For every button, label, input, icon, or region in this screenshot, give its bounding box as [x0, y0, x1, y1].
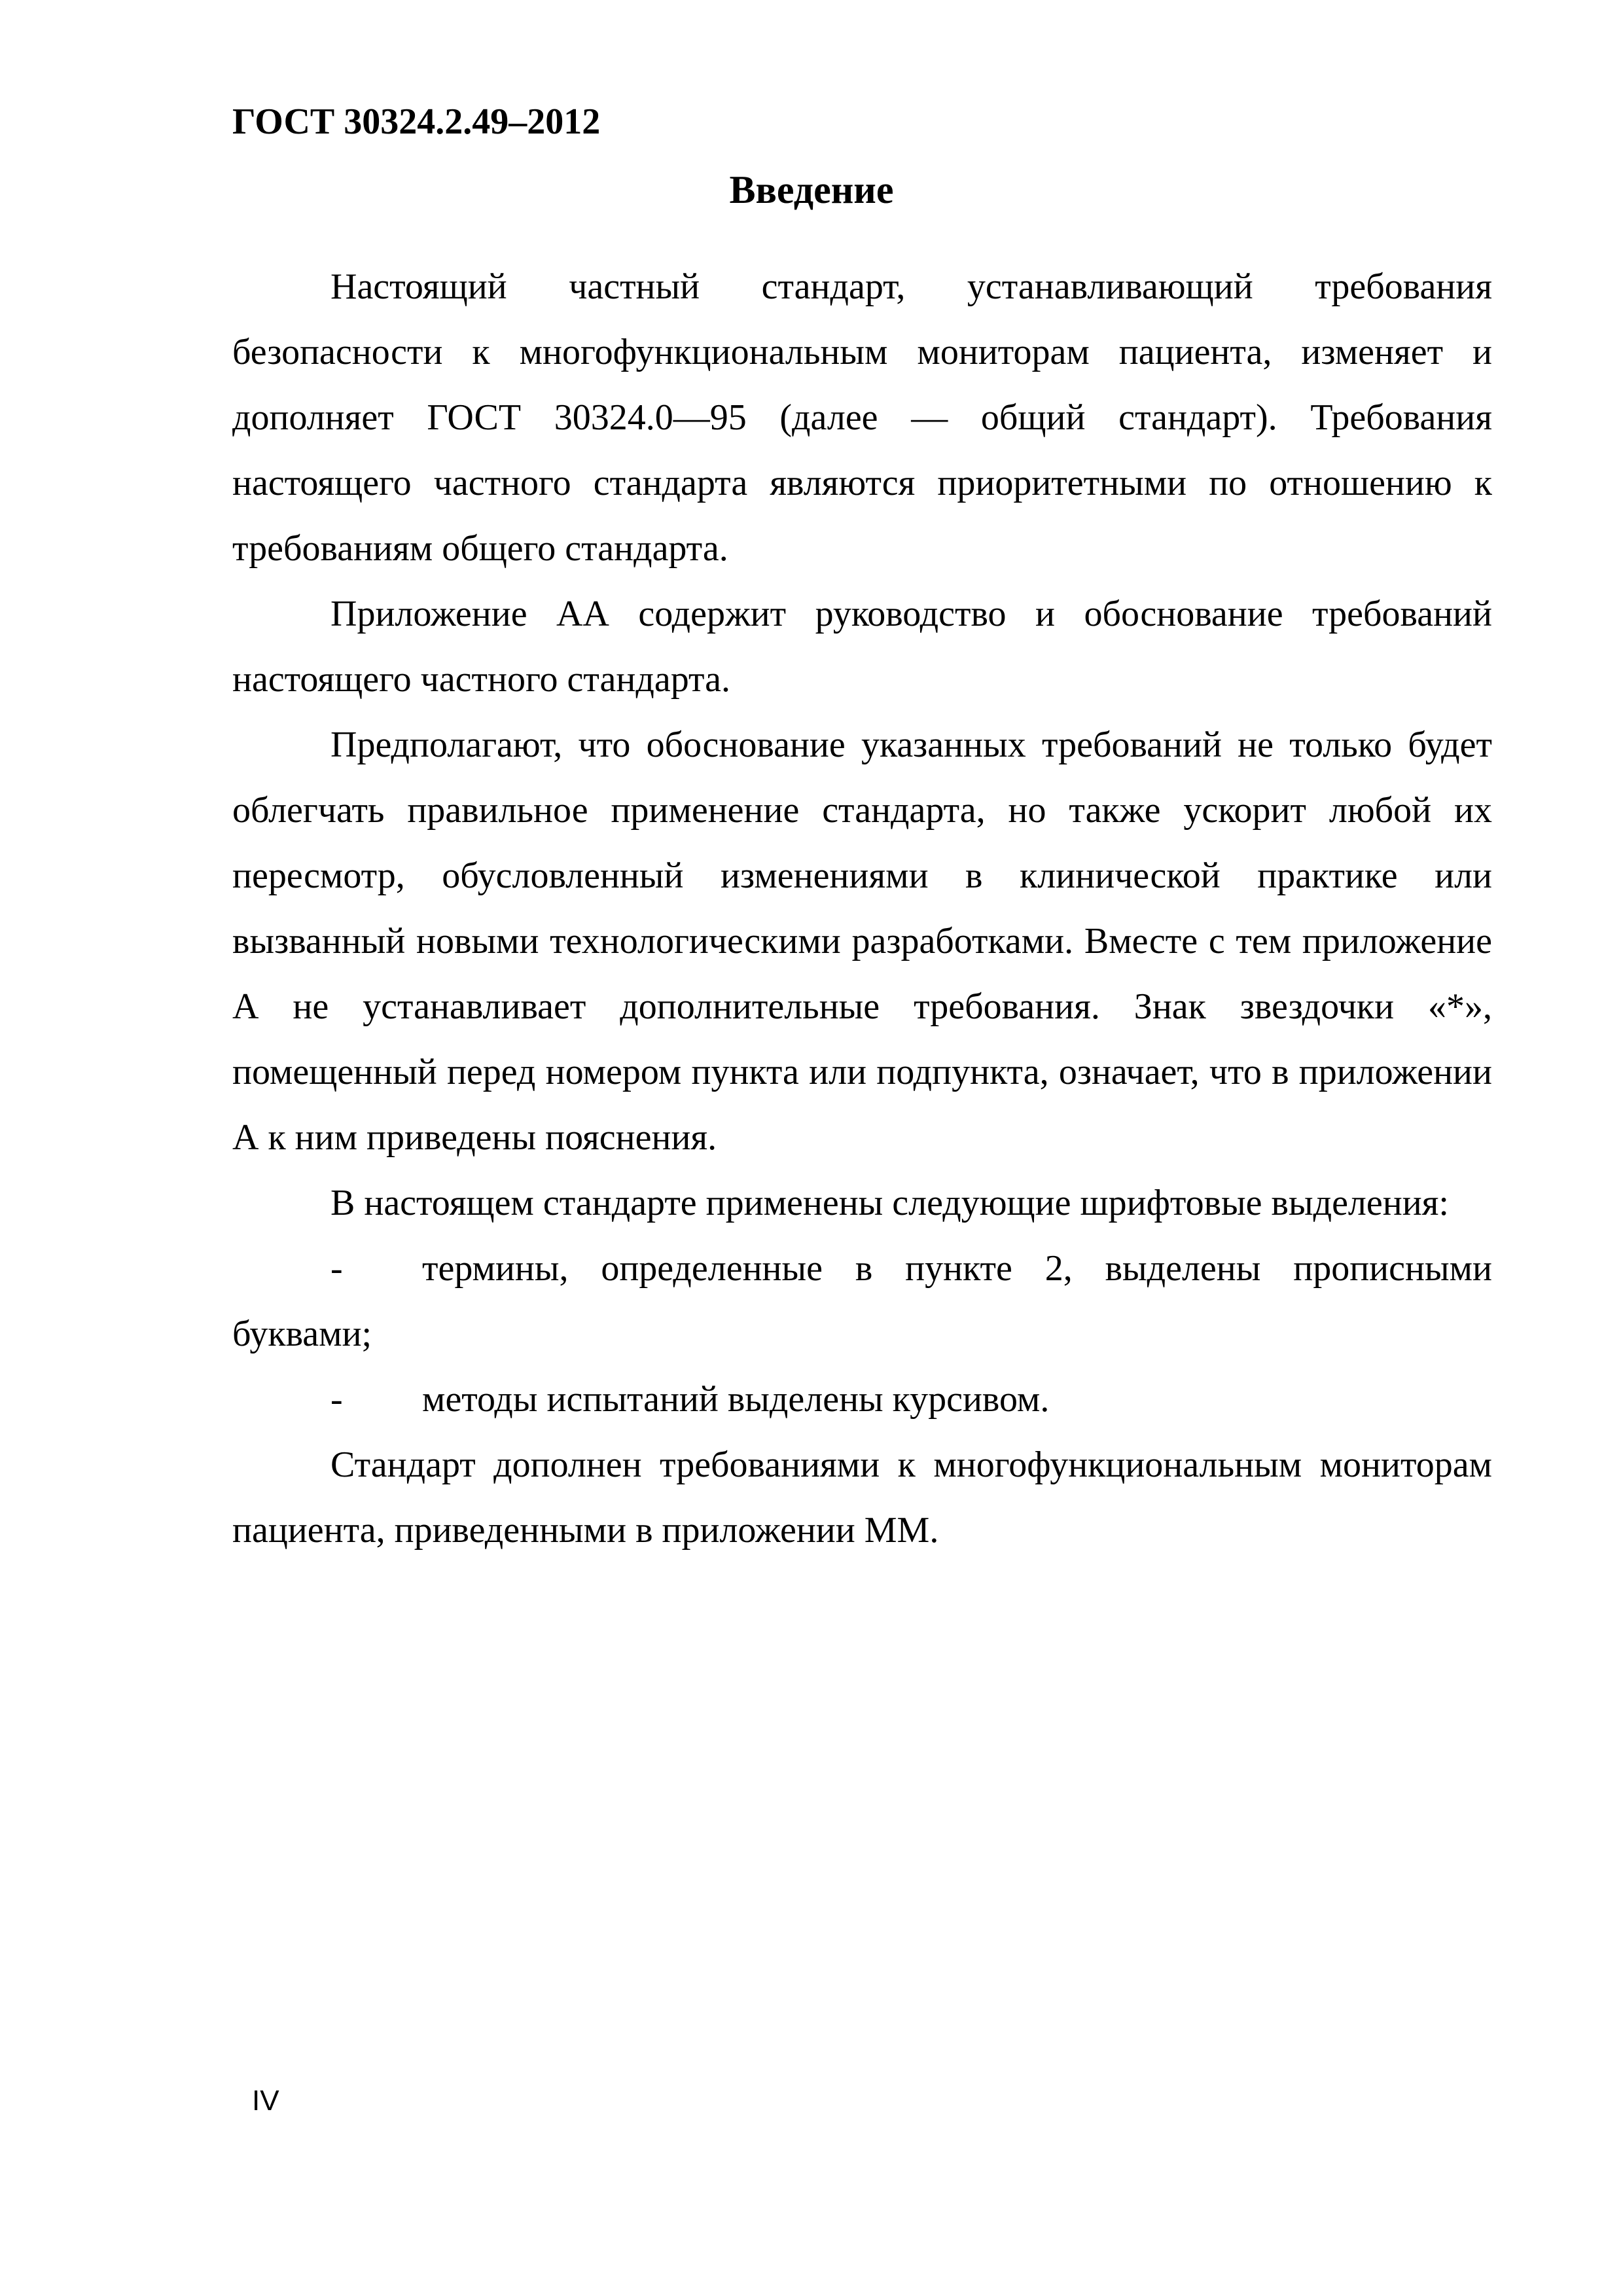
- list-item-terms: [232, 1236, 1492, 1367]
- document-body: [232, 254, 1492, 1563]
- paragraph-annex-aa: Приложение АА содержит руководство и обоснование требований настоящего частного стандарта.: [232, 594, 1492, 700]
- paragraph-closing: Стандарт дополнен требованиями к многофункциональным мониторам пациента, приведенными в приложении ММ.: [232, 1444, 1492, 1551]
- paragraph-rationale: Предполагают, что обоснование указанных требований не только будет облегчать правильное применение стандарта, но также ускорит любой их пересмотр, обусловленный изменениями в клинической практике или вызванный новыми технологическими разработками. Вместе с тем приложение А не устанавливает дополнительные требования. Знак звездочки «*», помещенный перед номером пункта или подпункта, означает, что в приложении А к ним приведены пояснения.: [232, 725, 1492, 1158]
- list-marker: -: [330, 1379, 343, 1420]
- paragraph-font-styles: В настоящем стандарте применены следующие шрифтовые выделения:: [330, 1183, 1449, 1223]
- page-number: IV: [252, 2085, 279, 2117]
- paragraph-intro: Настоящий частный стандарт, устанавливающий требования безопасности к многофункциональным мониторам пациента, изменяет и дополняет ГОСТ 30324.0—95 (далее — общий стандарт). Требования настоящего частного стандарта являются приоритетными по отношению к требованиям общего стандарта.: [232, 266, 1492, 569]
- document-code-header: ГОСТ 30324.2.49–2012: [232, 101, 601, 142]
- list-item-text: методы испытаний выделены курсивом.: [422, 1379, 1050, 1420]
- list-item-test-methods: [232, 1367, 1492, 1432]
- list-item-text: термины, определенные в пункте 2, выделены прописными буквами;: [232, 1248, 1492, 1354]
- list-marker: -: [330, 1248, 343, 1289]
- section-title: Введение: [729, 168, 894, 211]
